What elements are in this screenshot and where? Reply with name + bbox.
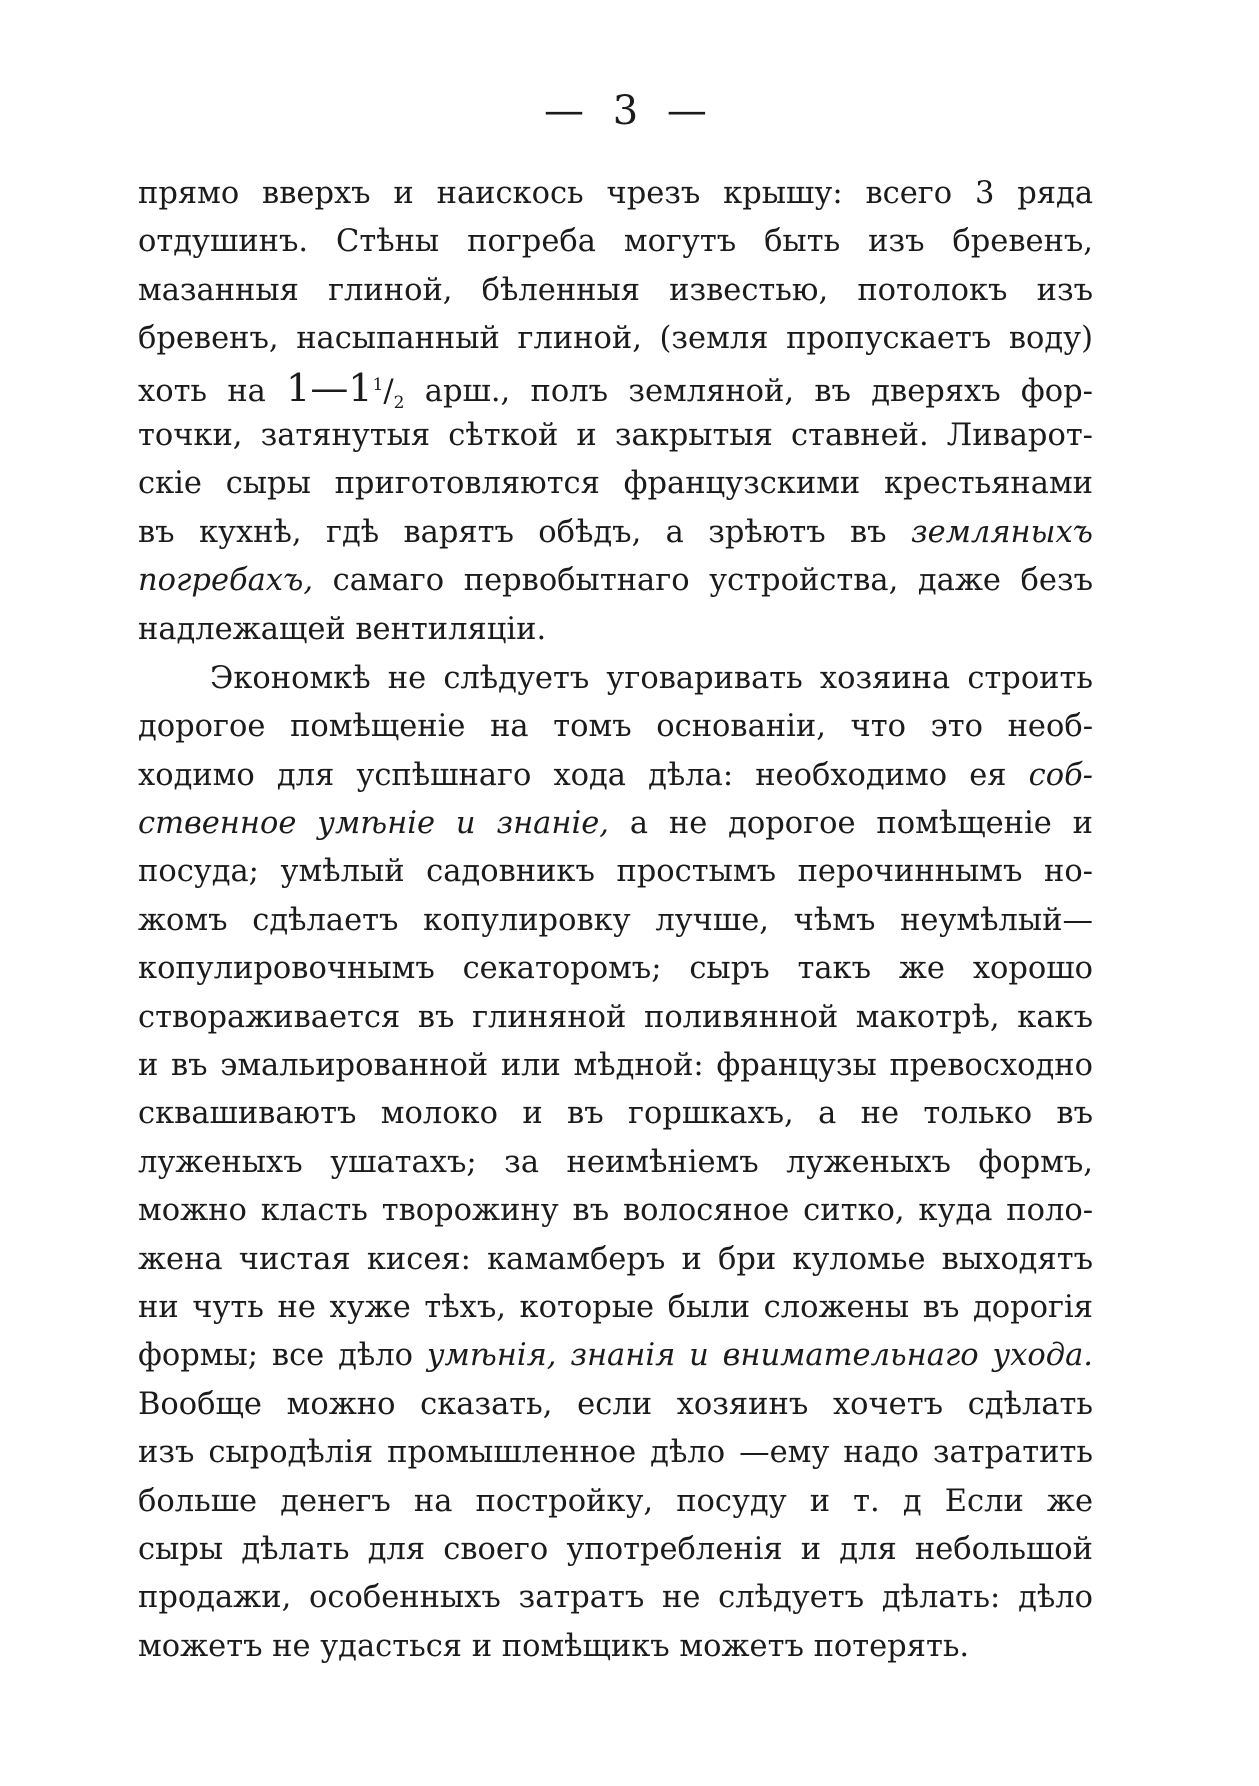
- text-line: [138, 606, 1093, 654]
- text-line: [138, 703, 1093, 751]
- text-line: [138, 1042, 1093, 1090]
- text-line: [138, 1478, 1093, 1526]
- text-line: [138, 412, 1093, 460]
- text-segment: отдушинъ. Стѣны погреба могутъ быть изъ бревенъ,: [138, 224, 1093, 260]
- text-segment: можетъ не удасться и помѣщикъ можетъ потерять.: [138, 1628, 970, 1664]
- page-number: — 3 —: [544, 88, 715, 134]
- text-line: [138, 1090, 1093, 1138]
- text-segment: точки, затянутыя сѣткой и закрытыя ставней. Ливарот-: [138, 417, 1093, 453]
- text-segment: посуда; умѣлый садовникъ простымъ перочиннымъ но-: [138, 854, 1093, 890]
- italic-text: земляныхъ: [910, 514, 1093, 550]
- text-segment: дорогое помѣщеніе на томъ основаніи, что это необ-: [138, 709, 1093, 745]
- text-segment: и въ эмальированной или мѣдной: французы превосходно: [138, 1048, 1093, 1084]
- text-segment: изъ сыродѣлія промышленное дѣло —ему надо затратить: [138, 1435, 1093, 1471]
- text-line: [138, 752, 1093, 800]
- text-line: [138, 509, 1093, 557]
- text-line: [138, 364, 1093, 412]
- body-text: [138, 170, 1093, 1671]
- text-segment: скіе сыры приготовляются французскими крестьянами: [138, 466, 1093, 502]
- text-segment: /: [383, 373, 394, 409]
- text-segment: а не дорогое помѣщеніе и: [608, 806, 1093, 842]
- text-line: [138, 1381, 1093, 1429]
- text-line: [138, 557, 1093, 605]
- text-line: [138, 945, 1093, 993]
- text-segment: 1: [372, 374, 384, 395]
- text-line: [138, 1187, 1093, 1235]
- text-segment: 1—1: [286, 365, 373, 410]
- text-line: [138, 315, 1093, 363]
- italic-text: соб-: [1028, 757, 1093, 793]
- text-segment: луженыхъ ушатахъ; за неимѣніемъ луженыхъ формъ,: [138, 1144, 1093, 1180]
- text-segment: больше денегъ на постройку, посуду и т. д Если же: [138, 1483, 1093, 1519]
- text-segment: въ кухнѣ, гдѣ варятъ обѣдъ, а зрѣютъ въ: [138, 514, 911, 550]
- text-segment: мазанныя глиной, бѣленныя известью, потолокъ изъ: [138, 272, 1093, 308]
- text-segment: 2: [393, 392, 405, 412]
- text-line: [138, 897, 1093, 945]
- text-line: [138, 1284, 1093, 1332]
- text-line: [138, 1526, 1093, 1574]
- text-line: [138, 267, 1093, 315]
- text-segment: жомъ сдѣлаетъ копулировку лучше, чѣмъ неумѣлый—: [138, 902, 1093, 938]
- text-line: [138, 1429, 1093, 1477]
- text-line: [138, 848, 1093, 896]
- text-segment: формы; все дѣло: [138, 1338, 427, 1374]
- text-line: [138, 170, 1093, 218]
- text-line: [138, 1574, 1093, 1622]
- text-line: [138, 655, 1093, 703]
- italic-text: умѣнія, знанія и внимательнаго ухода.: [426, 1338, 1093, 1374]
- text-line: [138, 218, 1093, 266]
- text-segment: ходимо для успѣшнаго хода дѣла: необходимо ея: [138, 757, 1029, 793]
- paragraph: [138, 170, 1093, 654]
- text-segment: хоть на: [138, 373, 287, 409]
- text-segment: надлежащей вентиляціи.: [138, 611, 547, 647]
- text-segment: Экономкѣ не слѣдуетъ уговаривать хозяина строить: [210, 660, 1093, 696]
- text-line: [138, 1332, 1093, 1380]
- text-segment: бревенъ, насыпанный глиной, (земля пропускаетъ воду): [138, 321, 1093, 357]
- text-segment: можно класть творожину въ волосяное ситко, куда поло-: [138, 1193, 1093, 1229]
- text-line: [138, 800, 1093, 848]
- italic-text: погребахъ,: [138, 563, 314, 599]
- text-line: [138, 1623, 1093, 1671]
- text-line: [138, 1139, 1093, 1187]
- text-segment: створаживается въ глиняной поливянной макотрѣ, какъ: [138, 999, 1093, 1035]
- text-line: [138, 994, 1093, 1042]
- text-segment: жена чистая кисея: камамберъ и бри куломье выходятъ: [138, 1241, 1093, 1277]
- text-segment: самаго первобытнаго устройства, даже безъ: [313, 563, 1093, 599]
- text-segment: продажи, особенныхъ затратъ не слѣдуетъ дѣлать: дѣло: [138, 1580, 1093, 1616]
- text-line: [138, 1236, 1093, 1284]
- text-segment: арш., полъ земляной, въ дверяхъ фор-: [404, 373, 1093, 409]
- italic-text: ственное умѣніе и знаніе,: [138, 806, 609, 842]
- text-segment: ни чуть не хуже тѣхъ, которые были сложены въ дорогія: [138, 1289, 1093, 1325]
- paragraph: [138, 655, 1093, 1671]
- text-line: [138, 460, 1093, 508]
- text-segment: Вообще можно сказать, если хозяинъ хочетъ сдѣлать: [138, 1386, 1093, 1422]
- text-segment: прямо вверхъ и наискось чрезъ крышу: всего 3 ряда: [138, 176, 1093, 211]
- text-segment: сквашиваютъ молоко и въ горшкахъ, а не только въ: [138, 1096, 1093, 1132]
- text-segment: сыры дѣлать для своего употребленія и для небольшой: [138, 1531, 1093, 1567]
- text-segment: копулировочнымъ секаторомъ; сыръ такъ же хорошо: [138, 951, 1093, 987]
